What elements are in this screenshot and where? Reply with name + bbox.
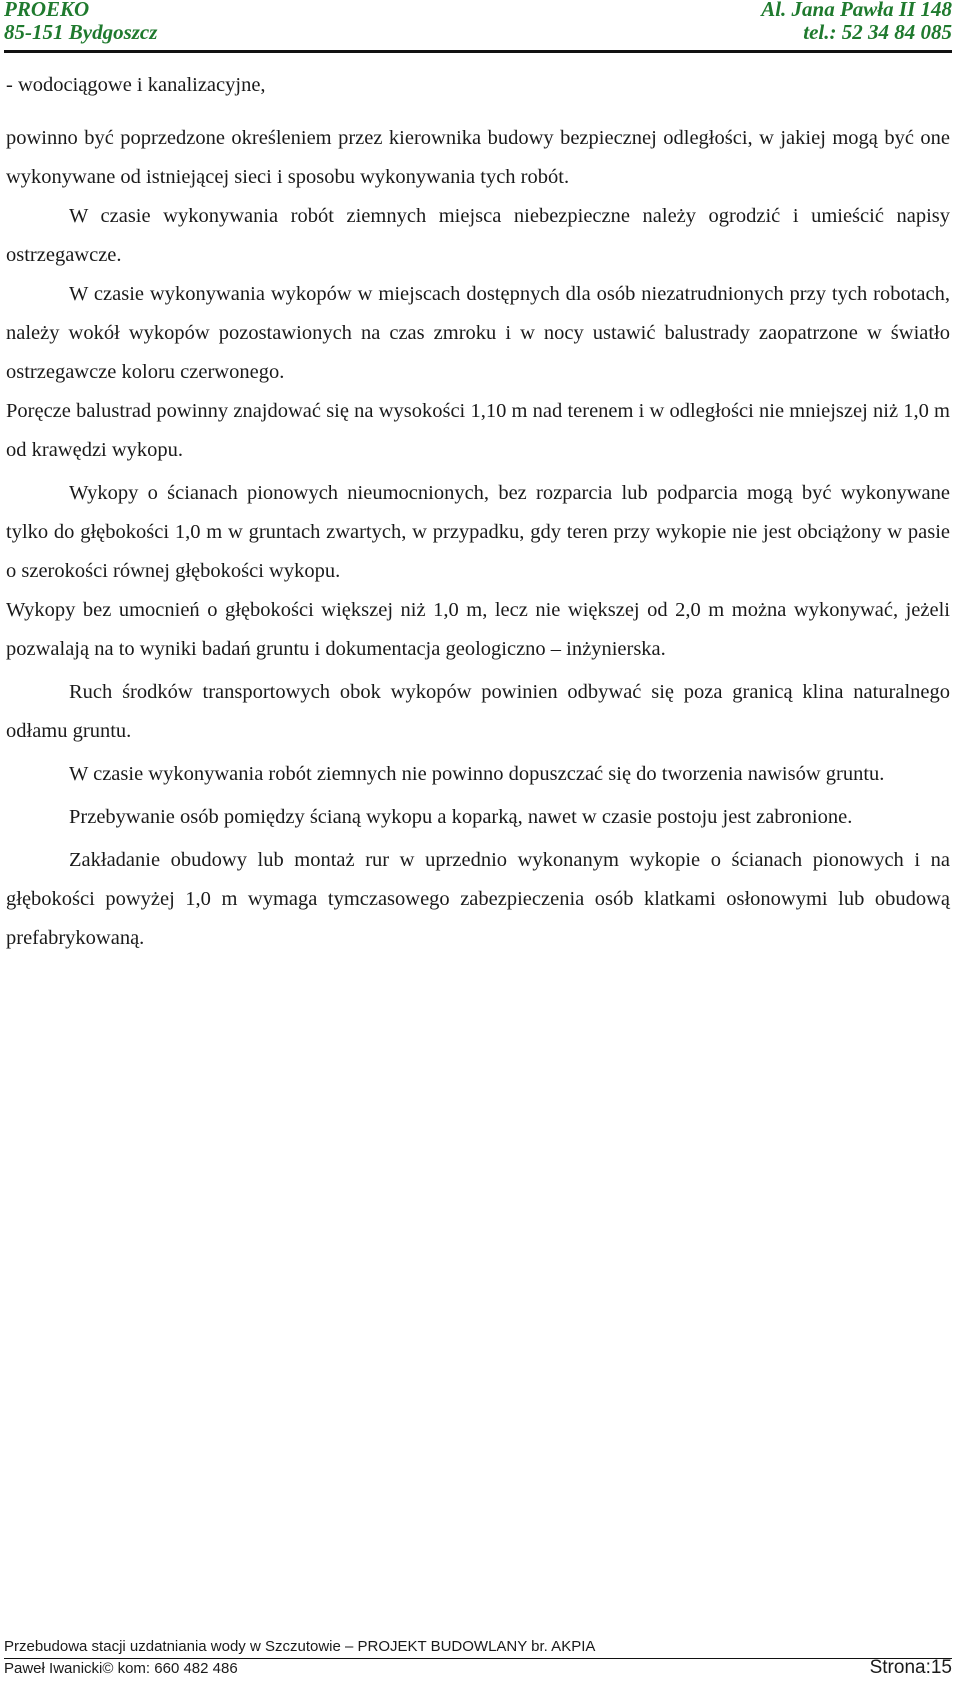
footer-project-title: Przebudowa stacji uzdatniania wody w Szczutowie – PROJEKT BUDOWLANY br. AKPIA [4, 1638, 596, 1655]
paragraph: Przebywanie osób pomiędzy ścianą wykopu a koparką, nawet w czasie postoju jest zabronione. [69, 806, 853, 828]
paragraph: Wykopy o ścianach pionowych nieumocnionych, bez rozparcia lub podparcia mogą być wykonywane tylko do głębokości 1,0 m w gruntach zwartych, w przypadku, gdy teren przy wykopie nie jest obciążony w pasie o szerokości równej głębokości wykopu. [6, 482, 950, 582]
document-body [6, 66, 950, 958]
header-phone: tel.: 52 34 84 085 [803, 20, 952, 44]
paragraph: W czasie wykonywania robót ziemnych nie powinno dopuszczać się do tworzenia nawisów gruntu. [69, 763, 885, 785]
paragraph: powinno być poprzedzone określeniem przez kierownika budowy bezpiecznej odległości, w jakiej mogą być one wykonywane od istniejącej sieci i sposobu wykonywania tych robót. [6, 127, 950, 188]
footer-divider [4, 1658, 952, 1659]
paragraph: W czasie wykonywania wykopów w miejscach dostępnych dla osób niezatrudnionych przy tych robotach, należy wokół wykopów pozostawionych na czas zmroku i w nocy ustawić balustrady zaopatrzone w światło ostrzegawcze koloru czerwonego. [6, 283, 950, 383]
paragraph: W czasie wykonywania robót ziemnych miejsca niebezpieczne należy ogrodzić i umieścić napisy ostrzegawcze. [6, 205, 950, 266]
header-street: Al. Jana Pawła II 148 [761, 0, 952, 21]
header-city: 85-151 Bydgoszcz [4, 20, 158, 44]
footer-author: Paweł Iwanicki© kom: 660 482 486 [4, 1660, 238, 1677]
page-header [4, 0, 952, 52]
header-company: PROEKO [4, 0, 90, 21]
paragraph: Ruch środków transportowych obok wykopów powinien odbywać się poza granicą klina naturalnego odłamu gruntu. [6, 681, 950, 742]
paragraph: Poręcze balustrad powinny znajdować się na wysokości 1,10 m nad terenem i w odległości nie mniejszej niż 1,0 m od krawędzi wykopu. [6, 400, 950, 461]
paragraph: Zakładanie obudowy lub montaż rur w uprzednio wykonanym wykopie o ścianach pionowych i na głębokości powyżej 1,0 m wymaga tymczasowego zabezpieczenia osób klatkami osłonowymi lub obudową prefabrykowaną. [6, 849, 950, 949]
header-divider [4, 50, 952, 53]
paragraph: - wodociągowe i kanalizacyjne, [6, 74, 266, 96]
page-number: Strona:15 [869, 1657, 952, 1678]
paragraph: Wykopy bez umocnień o głębokości większej niż 1,0 m, lecz nie większej od 2,0 m można wykonywać, jeżeli pozwalają na to wyniki badań gruntu i dokumentacja geologiczno – inżynierska. [6, 599, 950, 660]
